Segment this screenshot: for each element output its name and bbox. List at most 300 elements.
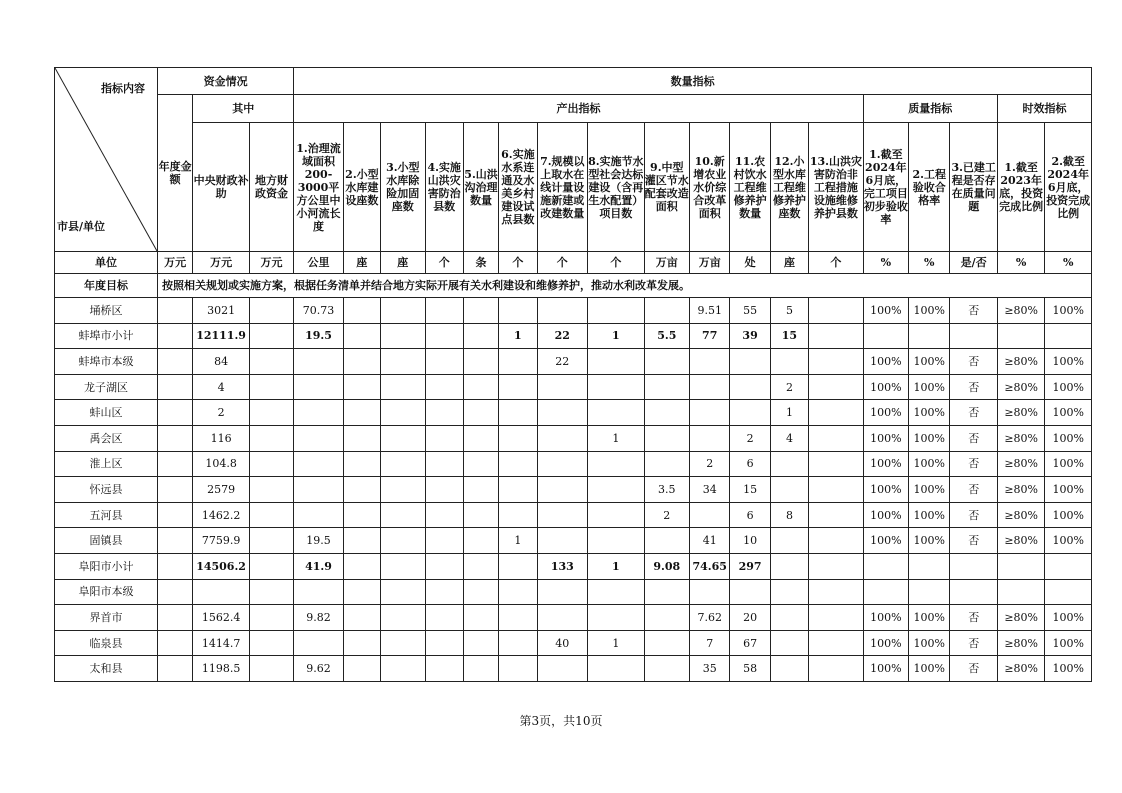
unit-name-cell: 固镇县 [55, 528, 158, 554]
output-indicator-header-8: 8.实施节水型社会达标建设（含再生水配置）项目数 [588, 123, 645, 252]
table-cell [809, 528, 864, 554]
table-cell: 否 [950, 349, 997, 375]
table-cell [809, 400, 864, 426]
table-cell [644, 349, 689, 375]
table-cell: 40 [537, 630, 587, 656]
table-cell: 1462.2 [193, 502, 250, 528]
table-cell [644, 656, 689, 682]
table-cell: 7 [690, 630, 730, 656]
table-cell [343, 349, 380, 375]
table-cell: 5 [770, 298, 808, 324]
table-cell [997, 323, 1044, 349]
table-cell: 35 [690, 656, 730, 682]
table-row [55, 298, 1092, 324]
table-cell [809, 477, 864, 503]
table-cell [463, 451, 498, 477]
table-cell [770, 553, 808, 579]
table-cell: 100% [909, 374, 950, 400]
table-cell [463, 349, 498, 375]
table-cell: 133 [537, 553, 587, 579]
table-cell: 100% [909, 502, 950, 528]
table-cell [343, 425, 380, 451]
output-indicator-header-4: 4.实施山洪灾害防治县数 [425, 123, 463, 252]
table-cell: 100% [1045, 477, 1092, 503]
table-row [55, 349, 1092, 375]
table-cell [588, 298, 645, 324]
table-cell [809, 451, 864, 477]
central-subsidy-header: 中央财政补助 [193, 123, 250, 252]
table-cell [343, 451, 380, 477]
unit-name-cell: 怀远县 [55, 477, 158, 503]
table-cell [588, 477, 645, 503]
corner-top-label: 指标内容 [100, 82, 145, 95]
unit-cell: % [909, 252, 950, 274]
unit-name-cell: 五河县 [55, 502, 158, 528]
table-cell: 14506.2 [193, 553, 250, 579]
table-cell: 否 [950, 630, 997, 656]
table-cell: 100% [863, 451, 908, 477]
table-cell: 3.5 [644, 477, 689, 503]
table-cell [537, 425, 587, 451]
table-cell [588, 528, 645, 554]
table-cell [644, 605, 689, 631]
table-cell [294, 579, 343, 605]
table-cell: 84 [193, 349, 250, 375]
table-row [55, 528, 1092, 554]
table-cell [537, 605, 587, 631]
table-cell [863, 579, 908, 605]
table-cell [770, 656, 808, 682]
table-cell [499, 553, 537, 579]
table-cell [950, 553, 997, 579]
table-cell: ≥80% [997, 451, 1044, 477]
subtotal-row [55, 553, 1092, 579]
table-cell: ≥80% [997, 298, 1044, 324]
table-cell: 297 [730, 553, 770, 579]
table-cell [294, 630, 343, 656]
table-cell [425, 323, 463, 349]
table-cell [381, 298, 425, 324]
table-cell: 100% [909, 400, 950, 426]
table-cell: 7759.9 [193, 528, 250, 554]
table-cell: 100% [1045, 630, 1092, 656]
table-cell [425, 425, 463, 451]
table-cell: 100% [863, 528, 908, 554]
table-cell: 否 [950, 400, 997, 426]
table-cell [294, 477, 343, 503]
table-cell [157, 349, 192, 375]
table-cell: 100% [1045, 528, 1092, 554]
table-cell [690, 502, 730, 528]
table-cell: 100% [863, 630, 908, 656]
table-cell [343, 605, 380, 631]
table-cell [381, 374, 425, 400]
table-cell [730, 400, 770, 426]
table-cell [343, 477, 380, 503]
table-cell [294, 374, 343, 400]
table-row [55, 374, 1092, 400]
table-cell [1045, 323, 1092, 349]
table-cell: 否 [950, 502, 997, 528]
table-cell: 2 [730, 425, 770, 451]
table-cell [425, 553, 463, 579]
table-cell [343, 298, 380, 324]
table-cell [863, 323, 908, 349]
output-indicator-header-10: 10.新增农业水价综合改革面积 [690, 123, 730, 252]
table-cell: 1 [499, 323, 537, 349]
table-cell [770, 349, 808, 375]
table-cell [381, 553, 425, 579]
table-cell [425, 579, 463, 605]
table-row [55, 425, 1092, 451]
output-indicator-header-7: 7.规模以上取水在线计量设施新建或改建数量 [537, 123, 587, 252]
table-cell: 否 [950, 425, 997, 451]
unit-cell: 个 [499, 252, 537, 274]
table-cell: 70.73 [294, 298, 343, 324]
table-cell: 22 [537, 323, 587, 349]
table-cell [381, 630, 425, 656]
table-cell: 100% [909, 451, 950, 477]
table-cell [463, 477, 498, 503]
unit-cell: 座 [343, 252, 380, 274]
table-cell [249, 323, 293, 349]
table-cell [499, 349, 537, 375]
table-cell [249, 425, 293, 451]
unit-name-cell: 阜阳市本级 [55, 579, 158, 605]
table-cell [425, 477, 463, 503]
table-cell [157, 323, 192, 349]
table-cell: 41 [690, 528, 730, 554]
table-cell [809, 374, 864, 400]
table-cell: ≥80% [997, 349, 1044, 375]
table-cell [249, 349, 293, 375]
table-cell [425, 656, 463, 682]
unit-cell: 万元 [157, 252, 192, 274]
table-cell: 9.08 [644, 553, 689, 579]
table-cell [690, 400, 730, 426]
unit-cell: 公里 [294, 252, 343, 274]
table-cell [588, 374, 645, 400]
table-row [55, 400, 1092, 426]
table-cell: 4 [770, 425, 808, 451]
table-cell [294, 425, 343, 451]
quality-indicator-header-2: 2.工程验收合格率 [909, 123, 950, 252]
table-cell: 1 [588, 323, 645, 349]
table-cell [809, 298, 864, 324]
table-cell: 19.5 [294, 528, 343, 554]
unit-cell: 万亩 [690, 252, 730, 274]
table-cell: ≥80% [997, 630, 1044, 656]
table-cell [381, 656, 425, 682]
table-cell [249, 374, 293, 400]
table-cell [463, 553, 498, 579]
table-cell: 100% [863, 656, 908, 682]
unit-cell: % [863, 252, 908, 274]
table-cell: 2 [644, 502, 689, 528]
table-cell [425, 605, 463, 631]
table-cell [537, 477, 587, 503]
table-cell: 6 [730, 451, 770, 477]
table-cell [537, 374, 587, 400]
table-cell [157, 400, 192, 426]
table-cell [157, 502, 192, 528]
table-cell [294, 349, 343, 375]
table-cell: 10 [730, 528, 770, 554]
table-cell [1045, 553, 1092, 579]
table-cell: 100% [1045, 298, 1092, 324]
table-cell [157, 425, 192, 451]
table-cell [644, 400, 689, 426]
table-row [55, 477, 1092, 503]
table-cell: 100% [1045, 400, 1092, 426]
table-cell [381, 425, 425, 451]
table-cell: 100% [863, 425, 908, 451]
table-cell: 100% [1045, 349, 1092, 375]
table-cell [463, 528, 498, 554]
table-cell [997, 579, 1044, 605]
table-cell: ≥80% [997, 528, 1044, 554]
table-cell [499, 451, 537, 477]
table-cell: 100% [909, 630, 950, 656]
unit-name-cell: 蚌山区 [55, 400, 158, 426]
table-cell [588, 400, 645, 426]
table-cell [644, 630, 689, 656]
page-footer: 第3页，共10页 [519, 714, 603, 728]
table-cell [343, 400, 380, 426]
table-cell: 100% [909, 656, 950, 682]
table-cell [425, 374, 463, 400]
table-cell: 19.5 [294, 323, 343, 349]
table-cell: ≥80% [997, 400, 1044, 426]
table-cell: 1562.4 [193, 605, 250, 631]
output-indicator-header-13: 13.山洪灾害防治非工程措施设施维修养护县数 [809, 123, 864, 252]
table-cell: 100% [1045, 502, 1092, 528]
table-row [55, 579, 1092, 605]
table-cell [499, 425, 537, 451]
table-cell [381, 502, 425, 528]
table-cell [249, 579, 293, 605]
table-cell [425, 400, 463, 426]
table-cell [425, 451, 463, 477]
unit-cell: 个 [809, 252, 864, 274]
output-indicator-header-2: 2.小型水库建设座数 [343, 123, 380, 252]
table-cell: ≥80% [997, 502, 1044, 528]
table-cell [909, 323, 950, 349]
table-cell: 1414.7 [193, 630, 250, 656]
unit-cell: 万亩 [644, 252, 689, 274]
table-cell: 否 [950, 528, 997, 554]
table-cell: 15 [730, 477, 770, 503]
table-cell [1045, 579, 1092, 605]
table-cell [809, 656, 864, 682]
subtotal-row [55, 323, 1092, 349]
table-cell: ≥80% [997, 656, 1044, 682]
table-cell: 否 [950, 374, 997, 400]
table-cell [157, 656, 192, 682]
table-cell [690, 374, 730, 400]
table-cell: 39 [730, 323, 770, 349]
table-cell [537, 502, 587, 528]
table-cell [343, 528, 380, 554]
unit-name-cell: 太和县 [55, 656, 158, 682]
corner-header-cell [55, 68, 158, 252]
table-cell [463, 656, 498, 682]
timeliness-indicator-header-1: 1.截至2023年底，投资完成比例 [997, 123, 1044, 252]
table-cell [157, 374, 192, 400]
table-cell [343, 630, 380, 656]
table-cell [644, 374, 689, 400]
unit-cell: 条 [463, 252, 498, 274]
table-cell: 否 [950, 605, 997, 631]
unit-name-cell: 阜阳市小计 [55, 553, 158, 579]
table-cell [809, 630, 864, 656]
table-cell: 1 [588, 553, 645, 579]
table-cell [644, 451, 689, 477]
table-cell: 1 [588, 425, 645, 451]
table-cell [425, 630, 463, 656]
table-cell: 1 [770, 400, 808, 426]
table-cell [644, 528, 689, 554]
table-row [55, 605, 1092, 631]
table-cell [809, 605, 864, 631]
table-cell: ≥80% [997, 374, 1044, 400]
unit-cell: 处 [730, 252, 770, 274]
indicator-table [54, 67, 1092, 682]
table-cell [463, 502, 498, 528]
corner-bottom-label: 市县/单位 [57, 220, 106, 233]
table-cell [381, 349, 425, 375]
unit-name-cell: 界首市 [55, 605, 158, 631]
table-cell [157, 451, 192, 477]
table-cell [588, 502, 645, 528]
table-cell [343, 323, 380, 349]
table-cell [425, 528, 463, 554]
table-row [55, 630, 1092, 656]
table-cell: 55 [730, 298, 770, 324]
table-cell [499, 605, 537, 631]
table-cell: 100% [909, 605, 950, 631]
unit-name-cell: 禹会区 [55, 425, 158, 451]
table-cell: 12111.9 [193, 323, 250, 349]
timeliness-indicator-header-2: 2.截至2024年6月底，投资完成比例 [1045, 123, 1092, 252]
table-cell [588, 656, 645, 682]
table-cell [809, 425, 864, 451]
table-cell: ≥80% [997, 477, 1044, 503]
table-cell [381, 605, 425, 631]
table-cell: 9.82 [294, 605, 343, 631]
table-cell [249, 553, 293, 579]
table-cell: 100% [863, 400, 908, 426]
table-cell: 100% [1045, 451, 1092, 477]
table-cell: 100% [863, 502, 908, 528]
table-cell [249, 630, 293, 656]
table-cell [249, 528, 293, 554]
table-cell [157, 579, 192, 605]
table-cell: 67 [730, 630, 770, 656]
table-cell [157, 630, 192, 656]
table-cell: 2579 [193, 477, 250, 503]
table-cell: 20 [730, 605, 770, 631]
unit-name-cell: 龙子湖区 [55, 374, 158, 400]
table-cell: 22 [537, 349, 587, 375]
table-cell [588, 451, 645, 477]
table-cell: 104.8 [193, 451, 250, 477]
table-cell: 否 [950, 477, 997, 503]
unit-cell: % [1045, 252, 1092, 274]
table-cell: 100% [863, 298, 908, 324]
table-cell: 100% [909, 298, 950, 324]
table-cell [690, 349, 730, 375]
table-cell [909, 579, 950, 605]
table-cell: 100% [909, 477, 950, 503]
table-cell [157, 605, 192, 631]
table-cell: 100% [909, 425, 950, 451]
table-cell: 4 [193, 374, 250, 400]
table-cell: 2 [193, 400, 250, 426]
table-cell [249, 400, 293, 426]
table-cell: 100% [863, 477, 908, 503]
table-cell: 100% [1045, 605, 1092, 631]
table-cell [294, 451, 343, 477]
table-cell [537, 451, 587, 477]
table-cell [381, 323, 425, 349]
unit-cell: % [997, 252, 1044, 274]
table-cell [343, 502, 380, 528]
table-cell [730, 349, 770, 375]
unit-cell: 座 [381, 252, 425, 274]
table-cell: 100% [863, 349, 908, 375]
table-cell [690, 579, 730, 605]
table-cell [249, 605, 293, 631]
table-cell [770, 477, 808, 503]
table-cell: 否 [950, 451, 997, 477]
table-cell [909, 553, 950, 579]
table-cell [809, 579, 864, 605]
table-cell [343, 374, 380, 400]
table-cell: 100% [1045, 425, 1092, 451]
table-cell: 9.51 [690, 298, 730, 324]
table-cell: 100% [909, 528, 950, 554]
output-indicator-header-5: 5.山洪沟治理数量 [463, 123, 498, 252]
table-cell [463, 605, 498, 631]
table-cell: ≥80% [997, 425, 1044, 451]
unit-cell: 个 [537, 252, 587, 274]
table-cell [157, 477, 192, 503]
table-cell: 8 [770, 502, 808, 528]
table-cell [770, 451, 808, 477]
table-cell: 100% [863, 605, 908, 631]
table-cell [809, 349, 864, 375]
unit-cell: 是/否 [950, 252, 997, 274]
table-cell [499, 656, 537, 682]
table-cell [463, 579, 498, 605]
table-cell [343, 553, 380, 579]
unit-cell: 万元 [249, 252, 293, 274]
table-cell [499, 477, 537, 503]
fund-group-header: 资金情况 [157, 68, 293, 95]
table-cell [770, 528, 808, 554]
table-cell: 34 [690, 477, 730, 503]
table-cell [463, 630, 498, 656]
table-cell: 6 [730, 502, 770, 528]
table-cell [950, 323, 997, 349]
table-cell [381, 579, 425, 605]
table-row [55, 656, 1092, 682]
table-cell [381, 451, 425, 477]
table-cell [809, 553, 864, 579]
table-cell [343, 579, 380, 605]
table-cell [537, 400, 587, 426]
